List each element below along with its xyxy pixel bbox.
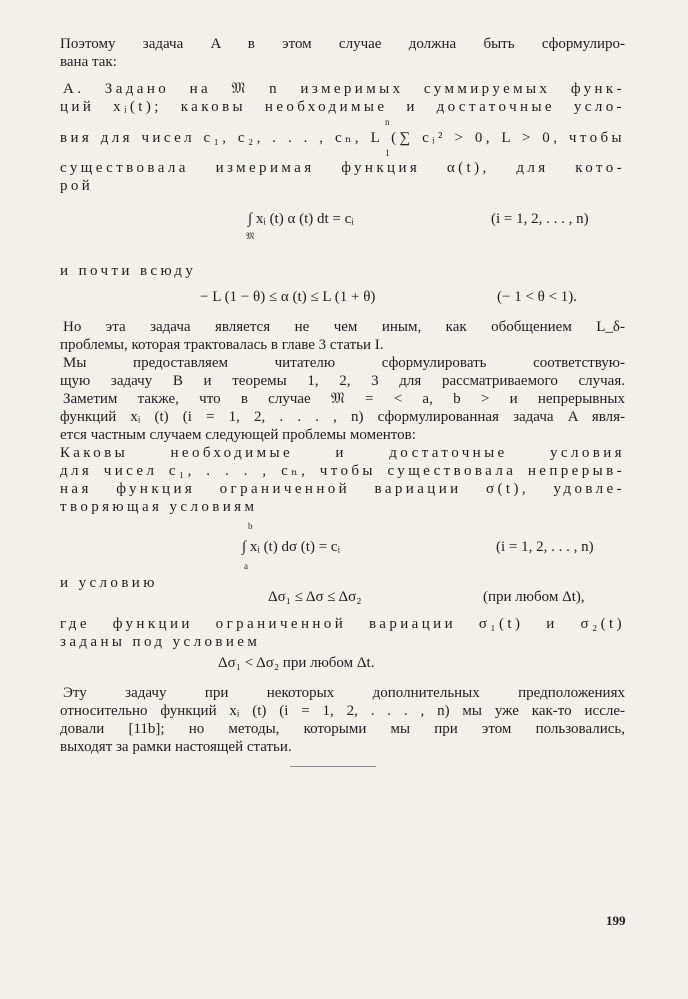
- integral-upper-limit: b: [248, 521, 253, 531]
- variation-relation: Δσ₁ < Δσ₂ при любом Δt.: [218, 655, 375, 671]
- text-line: вана так:: [60, 54, 117, 70]
- index-range: (i = 1, 2, . . . , n): [491, 211, 589, 227]
- text-line: A. Задано на 𝔐 n измеримых суммируемых функ-: [63, 81, 625, 97]
- variation-condition: (при любом Δt),: [483, 589, 585, 605]
- text-line: функций xᵢ (t) (i = 1, 2, . . . , n) сформулированная задача A явля-: [60, 409, 625, 425]
- sum-upper-limit: n: [385, 117, 390, 127]
- sum-lower-limit: 1: [385, 148, 390, 158]
- theta-condition: (− 1 < θ < 1).: [497, 289, 578, 305]
- text-line: где функции ограниченной вариации σ₁(t) и σ₂(t): [60, 616, 625, 632]
- text-line: ется частным случаем следующей проблемы моментов:: [60, 427, 416, 443]
- text-line: рой: [60, 178, 94, 194]
- text-line: ная функция ограниченной вариации σ(t), удовле-: [60, 481, 625, 497]
- integral-formula: ∫ xᵢ (t) α (t) dt = cᵢ: [248, 211, 354, 227]
- text-line: творяющая условиям: [60, 499, 258, 515]
- integral-lower-limit: a: [244, 561, 248, 571]
- text-line: выходят за рамки настоящей статьи.: [60, 739, 292, 755]
- text-line: Каковы необходимые и достаточные условия: [60, 445, 625, 461]
- text-line: и условию: [60, 575, 158, 591]
- text-line: щую задачу B и теоремы 1, 2, 3 для рассматриваемого случая.: [60, 373, 625, 389]
- text-line: Но эта задача является не чем иным, как обобщением L_δ-: [63, 319, 625, 335]
- text-line: Эту задачу при некоторых дополнительных предположениях: [63, 685, 625, 701]
- text-line: вия для чисел c₁, c₂, . . . , cₙ, L (∑ cᵢ² > 0, L > 0, чтобы: [60, 130, 625, 146]
- index-range: (i = 1, 2, . . . , n): [496, 539, 594, 555]
- integral-domain: 𝔐: [246, 231, 255, 241]
- text-line: Мы предоставляем читателю сформулировать соответствую-: [63, 355, 625, 371]
- section-divider: [290, 766, 376, 767]
- text-line: проблемы, которая трактовалась в главе 3 статьи I.: [60, 337, 384, 353]
- text-line: Заметим также, что в случае 𝔐 = < a, b > и непрерывных: [63, 391, 625, 407]
- text-line: ций xᵢ(t); каковы необходимые и достаточные усло-: [60, 99, 625, 115]
- variation-bounds: Δσ₁ ≤ Δσ ≤ Δσ₂: [268, 589, 362, 605]
- text-line: довали [11b]; но методы, которыми мы при этом пользовались,: [60, 721, 625, 737]
- text-line: существовала измеримая функция α(t), для кото-: [60, 160, 625, 176]
- text-line: и почти всюду: [60, 263, 197, 279]
- inequality-formula: − L (1 − θ) ≤ α (t) ≤ L (1 + θ): [200, 289, 376, 305]
- text-line: Поэтому задача A в этом случае должна быть сформулиро-: [60, 36, 625, 52]
- text-line: относительно функций xᵢ (t) (i = 1, 2, . . . , n) мы уже как-то иссле-: [60, 703, 625, 719]
- page-number: 199: [606, 913, 626, 928]
- stieltjes-integral: ∫ xᵢ (t) dσ (t) = cᵢ: [242, 539, 341, 555]
- text-line: для чисел c₁, . . . , cₙ, чтобы существовала непрерыв-: [60, 463, 625, 479]
- text-line: заданы под условием: [60, 634, 261, 650]
